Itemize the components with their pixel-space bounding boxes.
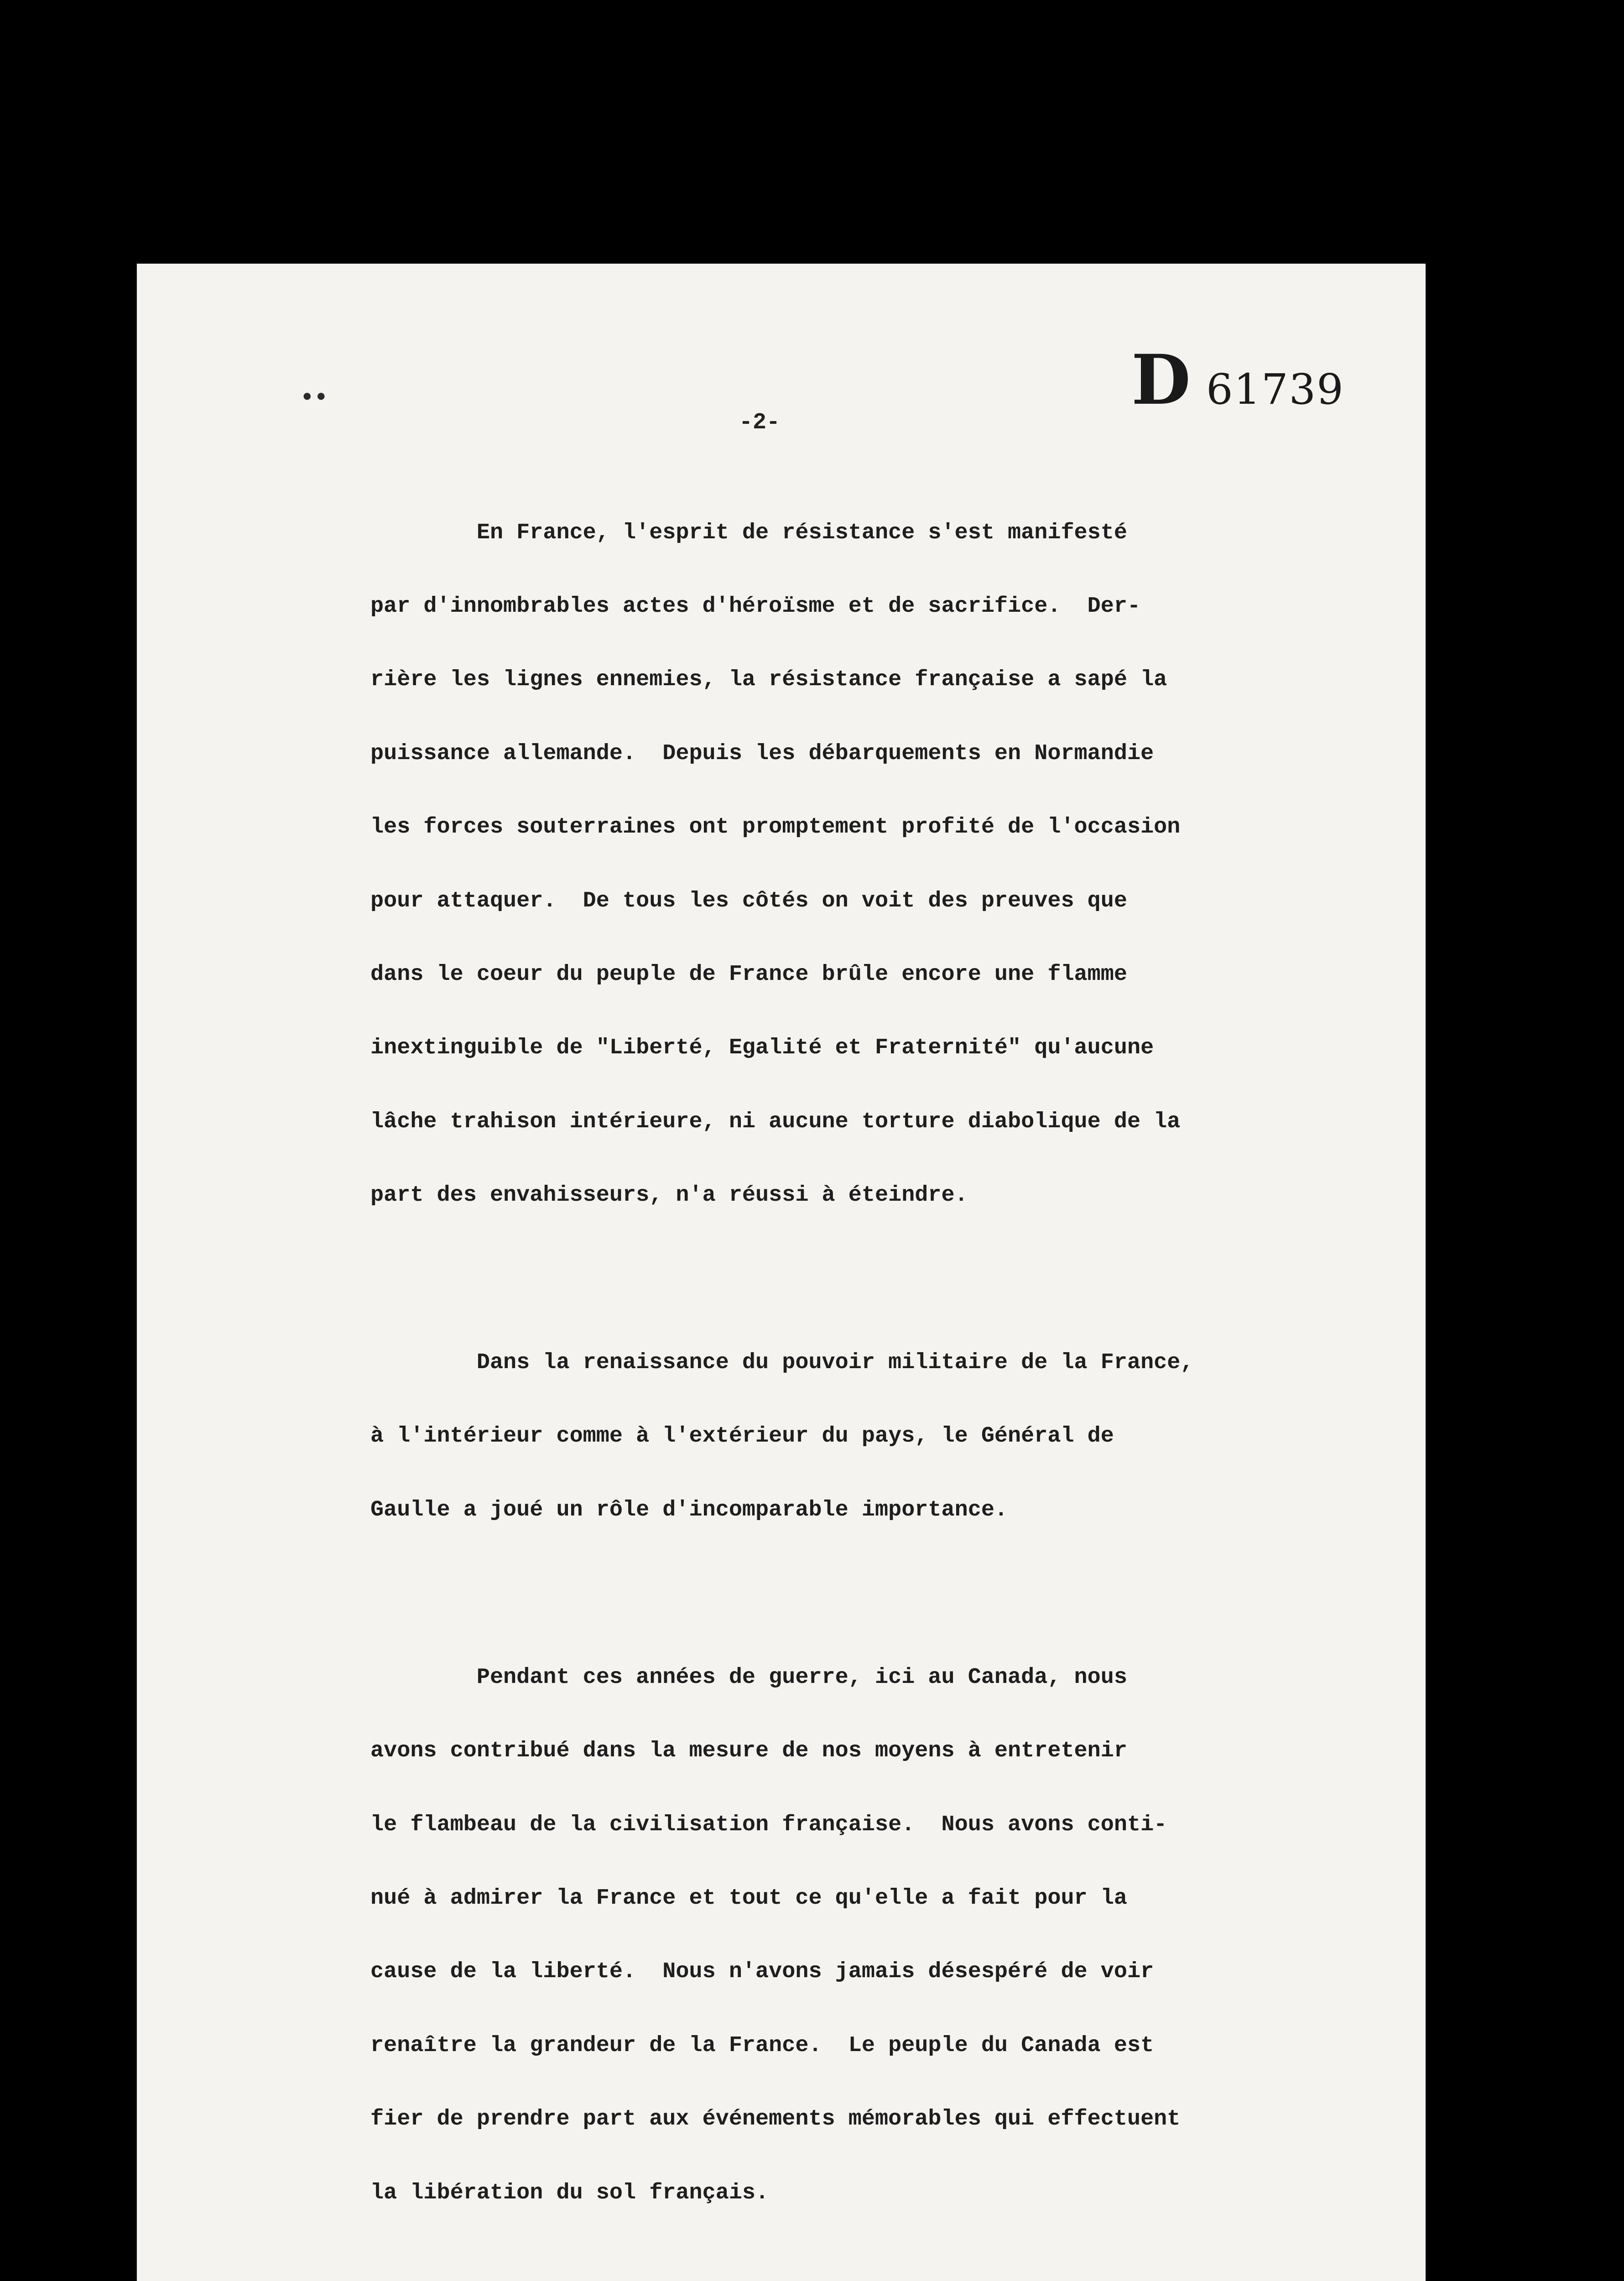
paragraph [370, 471, 1338, 1257]
text-line: lâche trahison intérieure, ni aucune torture diabolique de la [370, 1109, 1181, 1134]
text-line: rière les lignes ennemies, la résistance française a sapé la [370, 667, 1167, 693]
text-line: inextinguible de "Liberté, Egalité et Fraternité" qu'aucune [370, 1035, 1154, 1061]
text-line: à l'intérieur comme à l'extérieur du pays, le Général de [370, 1423, 1114, 1449]
text-line: puissance allemande. Depuis les débarquements en Normandie [370, 740, 1154, 766]
text-line: avons contribué dans la mesure de nos moyens à entretenir [370, 1738, 1127, 1764]
text-line: la libération du sol français. [370, 2180, 769, 2205]
page-number: -2- [739, 410, 781, 436]
text-line: part des envahisseurs, n'a réussi à éteindre. [370, 1182, 968, 1208]
paragraph [370, 1302, 1338, 1572]
text-line: le flambeau de la civilisation française. Nous avons conti- [370, 1812, 1167, 1837]
text-line: Pendant ces années de guerre, ici au Canada, nous [370, 1664, 1127, 1690]
archive-stamp [1131, 340, 1344, 420]
stray-mark: •• [301, 385, 329, 409]
text-line: Gaulle a joué un rôle d'incomparable importance. [370, 1497, 1008, 1522]
stamp-letter: D [1131, 340, 1191, 420]
text-line: pour attaquer. De tous les côtés on voit des preuves que [370, 888, 1127, 913]
text-line: par d'innombrables actes d'héroïsme et de sacrifice. Der- [370, 593, 1141, 619]
text-line: les forces souterraines ont promptement profité de l'occasion [370, 814, 1181, 840]
text-line: nué à admirer la France et tout ce qu'elle a fait pour la [370, 1885, 1127, 1911]
text-line: cause de la liberté. Nous n'avons jamais désespéré de voir [370, 1959, 1154, 1984]
text-line: En France, l'esprit de résistance s'est manifesté [370, 520, 1127, 545]
text-line: fier de prendre part aux événements mémorables qui effectuent [370, 2106, 1181, 2132]
letter-body [370, 471, 1338, 2281]
stamp-number: 61739 [1206, 365, 1344, 414]
text-line: renaître la grandeur de la France. Le peuple du Canada est [370, 2032, 1154, 2058]
paragraph [370, 1616, 1338, 2254]
text-line: Dans la renaissance du pouvoir militaire de la France, [370, 1350, 1194, 1375]
text-line: dans le coeur du peuple de France brûle encore une flamme [370, 961, 1127, 987]
